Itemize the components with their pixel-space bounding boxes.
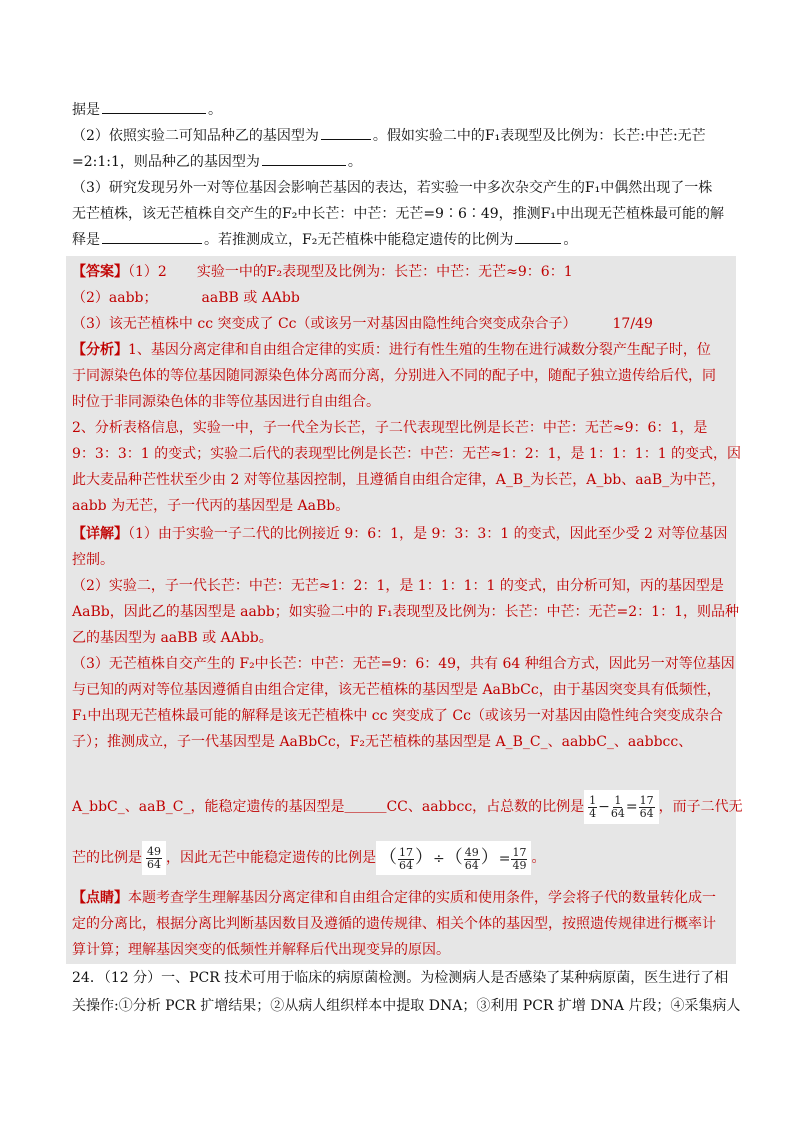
answer-line-3: （3）该无芒植株中 cc 突变成了 Cc（或该另一对基因由隐性纯合突变成杂合子） 17/49	[72, 316, 653, 332]
question-line-6: 释是 。若推测成立，F₂无芒植株中能稳定遗传的比例为 。	[72, 228, 732, 252]
next-question-line-2: 关操作:①分析 PCR 扩增结果；②从病人组织样本中提取 DNA；③利用 PCR 扩增 DNA 片段；④采集病人	[72, 998, 741, 1014]
detail-line-9: 子）；推测成立，子一代基因型是 AaBbCc，F₂无芒植株的基因型是 A_B_C_、aabbC_、aabbcc、	[72, 734, 693, 750]
analysis-line-1: 【分析】1、基因分离定律和自由组合定律的实质：进行有性生殖的生物在进行减数分裂产生配子时，位	[72, 342, 711, 358]
answer-blank	[321, 125, 371, 140]
analysis-line-2: 于同源染色体的等位基因随同源染色体分离而分离，分别进入不同的配子中，随配子独立遗传给后代，同	[72, 368, 716, 384]
analysis-line-6: 此大麦品种芒性状至少由 2 对等位基因控制，且遵循自由组合定律，A_B_为长芒，A_bb、aaB_为中芒，	[72, 472, 726, 488]
detail-line-11: 芒的比例是 $\frac{49}{64}$ ，因此无芒中能稳定遗传的比例是 （ $\frac{17}{64}$ ）÷（ $\frac{49}{64}$ ）= $\frac{17}{49}$ 。	[72, 840, 732, 876]
answer-blank	[102, 99, 206, 114]
detail-line-3: （2）实验二，子一代长芒：中芒：无芒≈1：2：1，是 1：1：1：1 的变式，由分析可知，丙的基因型是	[72, 578, 724, 594]
comment-line-2: 定的分离比，根据分离比判断基因数目及遵循的遗传规律、相关个体的基因型，按照遗传规律进行概率计	[72, 916, 716, 932]
question-line-5: 无芒植株，该无芒植株自交产生的F₂中长芒：中芒：无芒=9∶6∶49，推测F₁中出现无芒植株最可能的解	[72, 206, 725, 222]
analysis-line-4: 2、分析表格信息，实验一中，子一代全为长芒，子二代表现型比例是长芒：中芒：无芒≈9：6：1，是	[72, 420, 708, 436]
analysis-line-7: aabb 为无芒，子一代丙的基因型是 AaBb。	[72, 498, 350, 514]
question-line-1: 据是 。	[72, 98, 732, 122]
answer-line-1: 【答案】（1）2 实验一中的F₂表现型及比例为：长芒：中芒：无芒≈9：6：1	[72, 264, 573, 280]
answer-blank	[515, 229, 561, 244]
comment-line-1: 【点睛】本题考查学生理解基因分离定律和自由组合定律的实质和使用条件，学会将子代的数量转化成一	[72, 890, 716, 906]
comment-line-3: 算计算；理解基因突变的低频性并解释后代出现变异的原因。	[72, 942, 450, 958]
detail-line-6: （3）无芒植株自交产生的 F₂中长芒：中芒：无芒=9：6：49，共有 64 种组合方式，因此另一对等位基因	[72, 656, 735, 672]
detail-line-4: AaBb，因此乙的基因型是 aabb；如实验二中的 F₁表现型及比例为：长芒：中芒：无芒=2：1：1，则品种	[72, 604, 740, 620]
detail-line-8: F₁中出现无芒植株最可能的解释是该无芒植株中 cc 突变成了 Cc（或该另一对基因由隐性纯合突变成杂合	[72, 708, 723, 724]
next-question-line-1: 24．（12 分）一、PCR 技术可用于临床的病原菌检测。为检测病人是否感染了某种病原菌，医生进行了相	[72, 970, 729, 986]
analysis-line-3: 时位于非同源染色体的非等位基因进行自由组合。	[72, 394, 380, 410]
detail-line-2: 控制。	[72, 552, 114, 568]
answer-blank	[102, 229, 202, 244]
detail-line-10: A_bbC_、aaB_C_，能稳定遗传的基因型是＿＿＿CC、aabbcc，占总数的比例是 $\frac{1}{4}$ − $\frac{1}{64}$ = $\frac{17}{64}$ ，而子二代无	[72, 790, 732, 824]
answer-line-2: （2）aabb； aaBB 或 AAbb	[72, 290, 300, 306]
detail-line-7: 与已知的两对等位基因遵循自由组合定律，该无芒植株的基因型是 AaBbCc，由于基因突变具有低频性，	[72, 682, 721, 698]
question-line-3: =2:1:1，则品种乙的基因型为 。	[72, 150, 732, 174]
fraction-49-64: $\frac{49}{64}$	[142, 841, 166, 875]
question-line-2: （2）依照实验二可知品种乙的基因型为 。假如实验二中的F₁表现型及比例为：长芒:中芒:无芒	[72, 124, 732, 148]
probability-formula: $\frac{1}{4}$ − $\frac{1}{64}$ = $\frac{17}{64}$	[584, 790, 658, 824]
stable-ratio-formula: （ $\frac{17}{64}$ ）÷（ $\frac{49}{64}$ ）= $\frac{17}{49}$	[376, 841, 531, 875]
question-line-4: （3）研究发现另外一对等位基因会影响芒基因的表达，若实验一中多次杂交产生的F₁中偶然出现了一株	[72, 180, 713, 196]
detail-line-1: 【详解】（1）由于实验一子二代的比例接近 9：6：1，是 9：3：3：1 的变式，因此至少受 2 对等位基因	[72, 526, 728, 542]
analysis-line-5: 9：3：3：1 的变式；实验二后代的表现型比例是长芒：中芒：无芒≈1：2：1，是 1：1：1：1 的变式，因	[72, 446, 742, 462]
answer-blank	[262, 151, 346, 166]
detail-line-5: 乙的基因型为 aaBB 或 AAbb。	[72, 630, 273, 646]
